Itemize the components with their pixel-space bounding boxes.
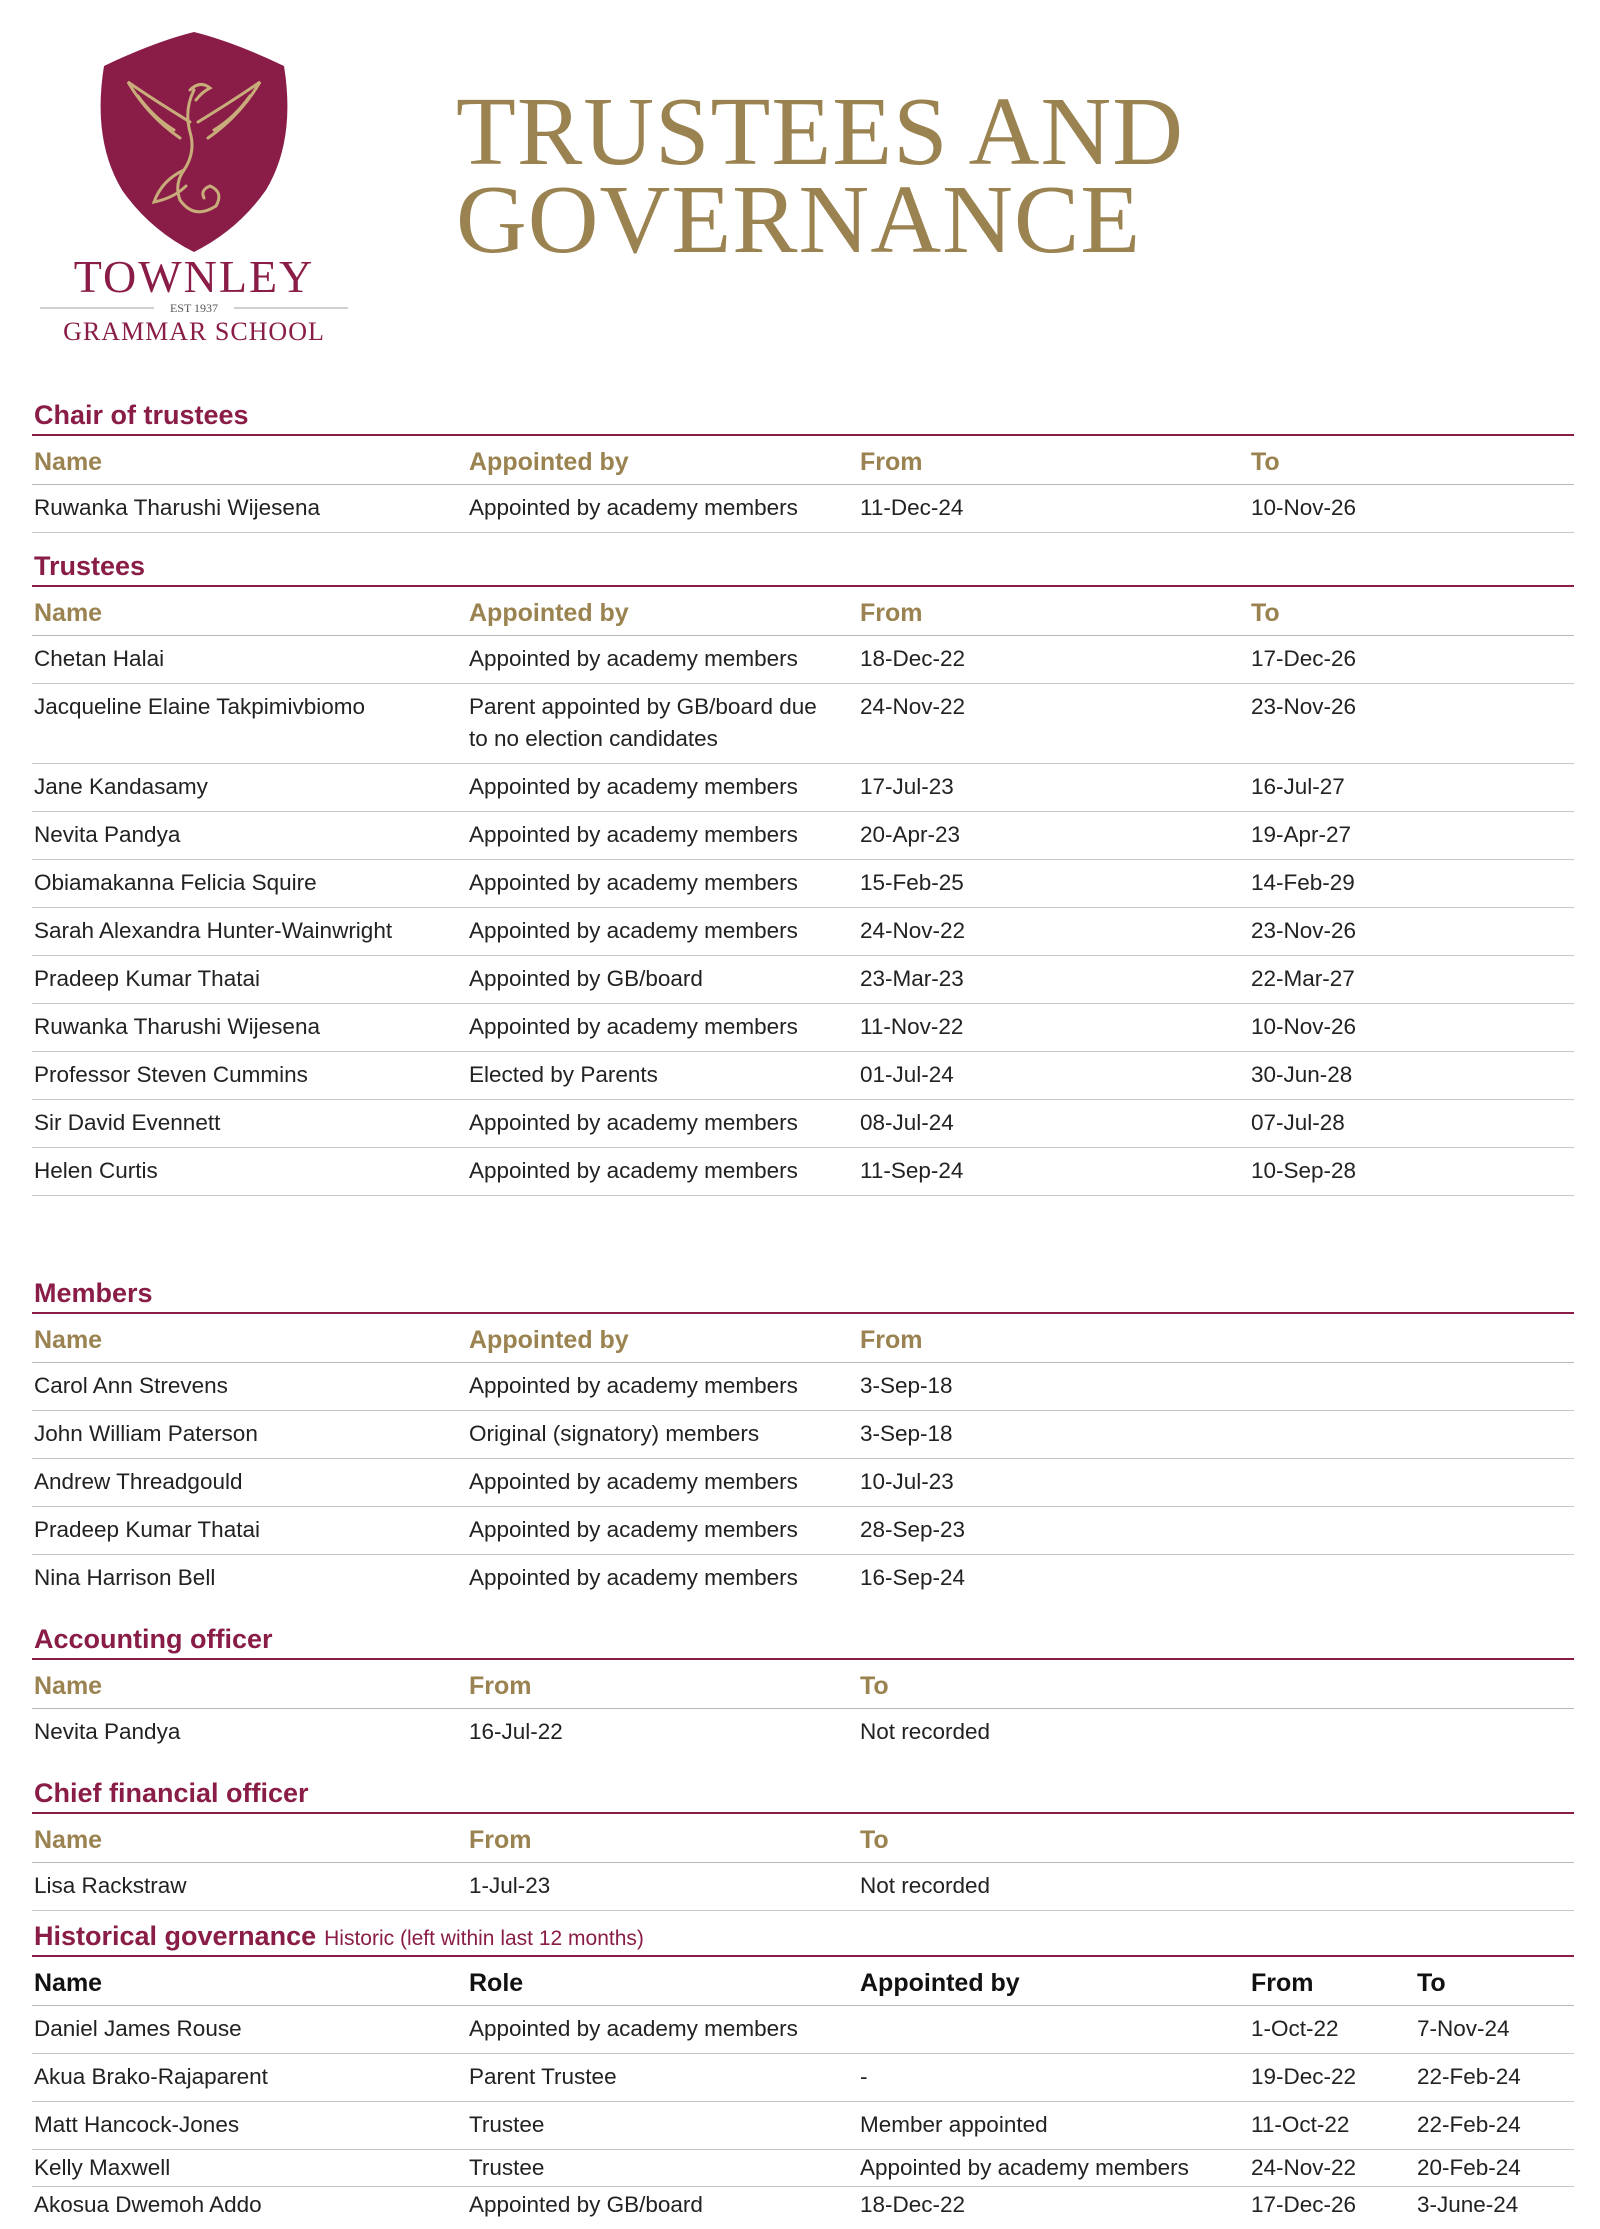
cell-from: 1-Jul-23	[467, 1863, 858, 1911]
logo-established: EST 1937	[170, 301, 218, 315]
school-crest-logo	[34, 30, 354, 350]
logo-school-name: TOWNLEY	[74, 251, 315, 302]
cell-from: 24-Nov-22	[858, 908, 1249, 956]
column-header	[1249, 1660, 1574, 1709]
column-header: Appointed by	[858, 1957, 1249, 2006]
cell-to: Not recorded	[858, 1863, 1249, 1911]
cell-from: 24-Nov-22	[1249, 2150, 1415, 2187]
cell-to: 20-Feb-24	[1415, 2150, 1574, 2187]
cell-from: 17-Jul-23	[858, 764, 1249, 812]
column-header: To	[1415, 1957, 1574, 2006]
historical-heading-bar	[32, 1921, 1574, 1957]
cell-from: 20-Apr-23	[858, 812, 1249, 860]
cell-to: 23-Nov-26	[1249, 908, 1574, 956]
cfo-section	[32, 1778, 1574, 1911]
cell-name: Carol Ann Strevens	[32, 1363, 467, 1411]
governance-content	[32, 400, 1574, 2229]
cell-appointed-by: Appointed by academy members	[858, 2150, 1249, 2187]
cell-role: Trustee	[467, 2150, 858, 2187]
table-row	[32, 2006, 1574, 2054]
table-row	[32, 2054, 1574, 2102]
cell-from: 11-Sep-24	[858, 1148, 1249, 1196]
cell-appointed-by: Appointed by academy members	[467, 1555, 858, 1603]
page-title	[456, 88, 1184, 264]
accounting-heading: Accounting officer	[34, 1624, 273, 1655]
table-row	[32, 1411, 1574, 1459]
cell-appointed-by: Appointed by academy members	[467, 908, 858, 956]
column-header: To	[1249, 587, 1574, 636]
cell-appointed-by: Appointed by academy members	[467, 764, 858, 812]
cell-role: Parent Trustee	[467, 2054, 858, 2102]
table-row	[32, 2102, 1574, 2150]
cell-to: 19-Apr-27	[1249, 812, 1574, 860]
column-header: Name	[32, 436, 467, 485]
members-table	[32, 1314, 1574, 1602]
cell-name: Daniel James Rouse	[32, 2006, 467, 2054]
cell-role: Trustee	[467, 2102, 858, 2150]
cell-name: Ruwanka Tharushi Wijesena	[32, 485, 467, 533]
cell-from: 23-Mar-23	[858, 956, 1249, 1004]
column-header: From	[858, 1314, 1249, 1363]
cell-name: Pradeep Kumar Thatai	[32, 1507, 467, 1555]
cell-appointed-by: Member appointed	[858, 2102, 1249, 2150]
cell-from: 19-Dec-22	[1249, 2054, 1415, 2102]
cell-name: Jacqueline Elaine Takpimivbiomo	[32, 684, 467, 764]
column-header	[1249, 1314, 1574, 1363]
table-row	[32, 1052, 1574, 1100]
cell-name: Nina Harrison Bell	[32, 1555, 467, 1603]
cell-appointed-by: Appointed by GB/board	[467, 956, 858, 1004]
cell-from: 16-Jul-22	[467, 1709, 858, 1757]
cell-empty	[1249, 1863, 1574, 1911]
historical-table	[32, 1957, 1574, 2229]
table-row	[32, 636, 1574, 684]
column-header: Appointed by	[467, 436, 858, 485]
cell-to: 22-Feb-24	[1415, 2054, 1574, 2102]
cell-name: Helen Curtis	[32, 1148, 467, 1196]
cell-from: 11-Nov-22	[858, 1004, 1249, 1052]
cell-to: 14-Feb-29	[1249, 860, 1574, 908]
table-row	[32, 1507, 1574, 1555]
cell-appointed-by: Appointed by academy members	[467, 1148, 858, 1196]
cell-name: Lisa Rackstraw	[32, 1863, 467, 1911]
trustees-table	[32, 587, 1574, 1196]
cell-name: Chetan Halai	[32, 636, 467, 684]
historical-note: Historic (left within last 12 months)	[324, 1927, 644, 1951]
table-row	[32, 1363, 1574, 1411]
cell-name: Professor Steven Cummins	[32, 1052, 467, 1100]
logo-subtitle: GRAMMAR SCHOOL	[63, 317, 325, 346]
cfo-heading: Chief financial officer	[34, 1778, 309, 1809]
accounting-table	[32, 1660, 1574, 1756]
cell-appointed-by: Appointed by academy members	[467, 485, 858, 533]
column-header: Appointed by	[467, 587, 858, 636]
cell-to: 17-Dec-26	[1249, 636, 1574, 684]
accounting-officer-section	[32, 1624, 1574, 1756]
cell-to: 10-Nov-26	[1249, 1004, 1574, 1052]
crest-shield	[101, 32, 288, 252]
column-header: From	[1249, 1957, 1415, 2006]
chair-heading-bar	[32, 400, 1574, 436]
cell-from: 01-Jul-24	[858, 1052, 1249, 1100]
column-header: To	[1249, 436, 1574, 485]
cell-appointed-by: Appointed by academy members	[467, 1004, 858, 1052]
column-header: From	[858, 436, 1249, 485]
cell-to: 07-Jul-28	[1249, 1100, 1574, 1148]
column-header: To	[858, 1660, 1249, 1709]
cell-to: Not recorded	[858, 1709, 1249, 1757]
cell-from: 3-Sep-18	[858, 1363, 1249, 1411]
cell-from: 18-Dec-22	[858, 636, 1249, 684]
cell-appointed-by: Appointed by academy members	[467, 636, 858, 684]
page-title-line2: GOVERNANCE	[456, 176, 1184, 264]
cell-name: Kelly Maxwell	[32, 2150, 467, 2187]
cell-name: Akua Brako-Rajaparent	[32, 2054, 467, 2102]
column-header: Role	[467, 1957, 858, 2006]
historical-section	[32, 1921, 1574, 2229]
column-header: From	[467, 1814, 858, 1863]
cell-name: Jane Kandasamy	[32, 764, 467, 812]
accounting-heading-bar	[32, 1624, 1574, 1660]
table-row	[32, 860, 1574, 908]
cell-from: 1-Oct-22	[1249, 2006, 1415, 2054]
page-title-line1: TRUSTEES AND	[456, 88, 1184, 176]
historical-heading: Historical governance	[34, 1921, 316, 1952]
cell-empty	[1249, 1459, 1574, 1507]
cell-name: Nevita Pandya	[32, 1709, 467, 1757]
cell-to: 7-Nov-24	[1415, 2006, 1574, 2054]
column-header: From	[858, 587, 1249, 636]
members-heading-bar	[32, 1278, 1574, 1314]
column-header	[1249, 1814, 1574, 1863]
table-header-row	[32, 1814, 1574, 1863]
table-row	[32, 1863, 1574, 1911]
cell-empty	[1249, 1411, 1574, 1459]
chair-section	[32, 400, 1574, 533]
table-header-row	[32, 587, 1574, 636]
cell-to: 3-June-24	[1415, 2187, 1574, 2229]
cell-from: 15-Feb-25	[858, 860, 1249, 908]
trustees-heading: Trustees	[34, 551, 145, 582]
table-header-row	[32, 1957, 1574, 2006]
table-row	[32, 2187, 1574, 2229]
cell-empty	[1249, 1507, 1574, 1555]
table-row	[32, 764, 1574, 812]
cell-role: Appointed by academy members	[467, 2006, 858, 2054]
cell-appointed-by: Original (signatory) members	[467, 1411, 858, 1459]
cell-to: 22-Mar-27	[1249, 956, 1574, 1004]
table-row	[32, 812, 1574, 860]
cell-appointed-by: Appointed by academy members	[467, 812, 858, 860]
cell-name: Sir David Evennett	[32, 1100, 467, 1148]
cell-empty	[1249, 1363, 1574, 1411]
cell-from: 08-Jul-24	[858, 1100, 1249, 1148]
cell-name: Obiamakanna Felicia Squire	[32, 860, 467, 908]
cell-appointed-by: Elected by Parents	[467, 1052, 858, 1100]
cell-name: Ruwanka Tharushi Wijesena	[32, 1004, 467, 1052]
table-header-row	[32, 436, 1574, 485]
column-header: Appointed by	[467, 1314, 858, 1363]
cell-appointed-by: Appointed by academy members	[467, 1100, 858, 1148]
cell-from: 11-Dec-24	[858, 485, 1249, 533]
chair-heading: Chair of trustees	[34, 400, 249, 431]
cell-appointed-by: Parent appointed by GB/board due to no election candidates	[467, 684, 858, 764]
column-header: From	[467, 1660, 858, 1709]
table-header-row	[32, 1660, 1574, 1709]
table-row	[32, 1709, 1574, 1757]
cfo-table	[32, 1814, 1574, 1911]
cfo-heading-bar	[32, 1778, 1574, 1814]
chair-table	[32, 436, 1574, 533]
table-row	[32, 1148, 1574, 1196]
cell-empty	[1249, 1555, 1574, 1603]
table-row	[32, 1459, 1574, 1507]
members-section	[32, 1278, 1574, 1602]
cell-to: 16-Jul-27	[1249, 764, 1574, 812]
column-header: Name	[32, 1314, 467, 1363]
cell-role: Appointed by GB/board	[467, 2187, 858, 2229]
cell-from: 17-Dec-26	[1249, 2187, 1415, 2229]
column-header: Name	[32, 1814, 467, 1863]
table-row	[32, 1555, 1574, 1603]
members-heading: Members	[34, 1278, 153, 1309]
cell-name: Andrew Threadgould	[32, 1459, 467, 1507]
cell-to: 10-Sep-28	[1249, 1148, 1574, 1196]
column-header: To	[858, 1814, 1249, 1863]
cell-from: 3-Sep-18	[858, 1411, 1249, 1459]
cell-to: 23-Nov-26	[1249, 684, 1574, 764]
cell-name: John William Paterson	[32, 1411, 467, 1459]
table-header-row	[32, 1314, 1574, 1363]
cell-to: 22-Feb-24	[1415, 2102, 1574, 2150]
table-row	[32, 1100, 1574, 1148]
cell-empty	[1249, 1709, 1574, 1757]
cell-appointed-by: Appointed by academy members	[467, 1459, 858, 1507]
cell-to: 10-Nov-26	[1249, 485, 1574, 533]
cell-from: 16-Sep-24	[858, 1555, 1249, 1603]
table-row	[32, 1004, 1574, 1052]
cell-name: Nevita Pandya	[32, 812, 467, 860]
cell-to: 30-Jun-28	[1249, 1052, 1574, 1100]
cell-appointed-by: Appointed by academy members	[467, 1363, 858, 1411]
cell-name: Matt Hancock-Jones	[32, 2102, 467, 2150]
column-header: Name	[32, 587, 467, 636]
cell-from: 11-Oct-22	[1249, 2102, 1415, 2150]
table-row	[32, 908, 1574, 956]
table-row	[32, 485, 1574, 533]
cell-appointed-by: Appointed by academy members	[467, 860, 858, 908]
table-row	[32, 956, 1574, 1004]
cell-name: Sarah Alexandra Hunter-Wainwright	[32, 908, 467, 956]
table-row	[32, 2150, 1574, 2187]
column-header: Name	[32, 1660, 467, 1709]
cell-from: 28-Sep-23	[858, 1507, 1249, 1555]
trustees-section	[32, 551, 1574, 1196]
cell-appointed-by: -	[858, 2054, 1249, 2102]
cell-appointed-by: Appointed by academy members	[467, 1507, 858, 1555]
cell-name: Akosua Dwemoh Addo	[32, 2187, 467, 2229]
cell-name: Pradeep Kumar Thatai	[32, 956, 467, 1004]
column-header: Name	[32, 1957, 467, 2006]
cell-from: 24-Nov-22	[858, 684, 1249, 764]
trustees-heading-bar	[32, 551, 1574, 587]
cell-appointed-by: 18-Dec-22	[858, 2187, 1249, 2229]
cell-appointed-by	[858, 2006, 1249, 2054]
cell-from: 10-Jul-23	[858, 1459, 1249, 1507]
table-row	[32, 684, 1574, 764]
